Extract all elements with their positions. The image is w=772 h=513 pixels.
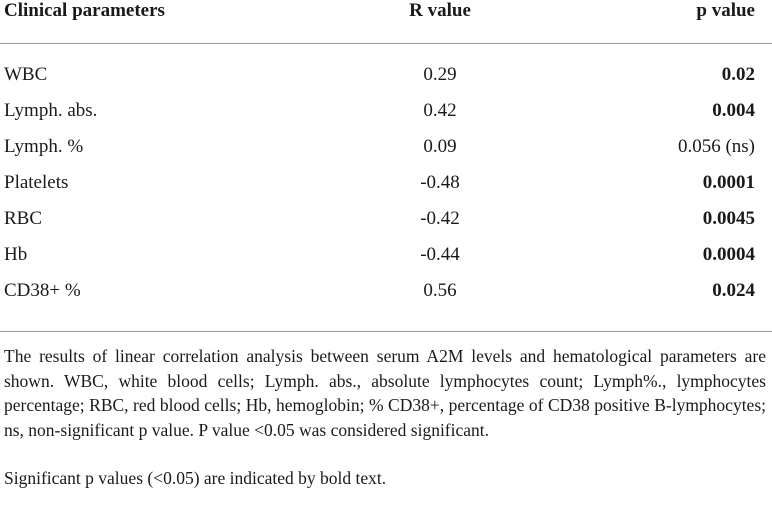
header-rule — [0, 43, 772, 44]
table-row — [0, 94, 772, 128]
table-row — [0, 130, 772, 164]
row-r-value: -0.48 — [420, 172, 460, 193]
row-p-value: 0.004 — [712, 100, 755, 121]
row-p-value: 0.02 — [721, 64, 755, 85]
table-row — [0, 166, 772, 200]
row-p-value: 0.0004 — [702, 244, 755, 265]
row-r-value: 0.29 — [423, 64, 457, 85]
row-r-value: 0.09 — [423, 136, 457, 157]
row-p-value: 0.0001 — [702, 172, 755, 193]
table-row — [0, 58, 772, 92]
row-parameter: Lymph. abs. — [4, 100, 98, 121]
table-row — [0, 274, 772, 308]
significance-note: Significant p values (<0.05) are indicated by bold text. — [4, 468, 387, 488]
table-bottom-rule — [0, 331, 772, 332]
table-row — [0, 202, 772, 236]
row-parameter: Platelets — [4, 172, 69, 193]
row-r-value: -0.42 — [420, 208, 460, 229]
row-r-value: 0.42 — [423, 100, 457, 121]
row-parameter: RBC — [4, 208, 43, 229]
row-parameter: WBC — [4, 64, 48, 85]
table-footnote: The results of linear correlation analysis between serum A2M levels and hematological parameters are shown. WBC, white blood cells; Lymph. abs., absolute lymphocytes count; Lymph%., lymphocytes percentage; RBC, red blood cells; Hb, hemoglobin; % CD38+, percentage of CD38 positive B-lymphocytes; ns, non-significant p value. P value <0.05 was considered significant. — [4, 346, 766, 440]
row-r-value: -0.44 — [420, 244, 460, 265]
row-parameter: CD38+ % — [4, 280, 81, 301]
row-r-value: 0.56 — [423, 280, 457, 301]
header-clinical-parameters: Clinical parameters — [4, 0, 165, 21]
row-p-value: 0.024 — [712, 280, 755, 301]
row-parameter: Lymph. % — [4, 136, 84, 157]
row-parameter: Hb — [4, 244, 28, 265]
table-row — [0, 238, 772, 272]
row-p-value: 0.0045 — [702, 208, 755, 229]
header-p-value: p value — [696, 0, 755, 21]
table-header — [0, 0, 772, 28]
row-p-value: 0.056 (ns) — [677, 136, 755, 157]
header-r-value: R value — [409, 0, 471, 21]
